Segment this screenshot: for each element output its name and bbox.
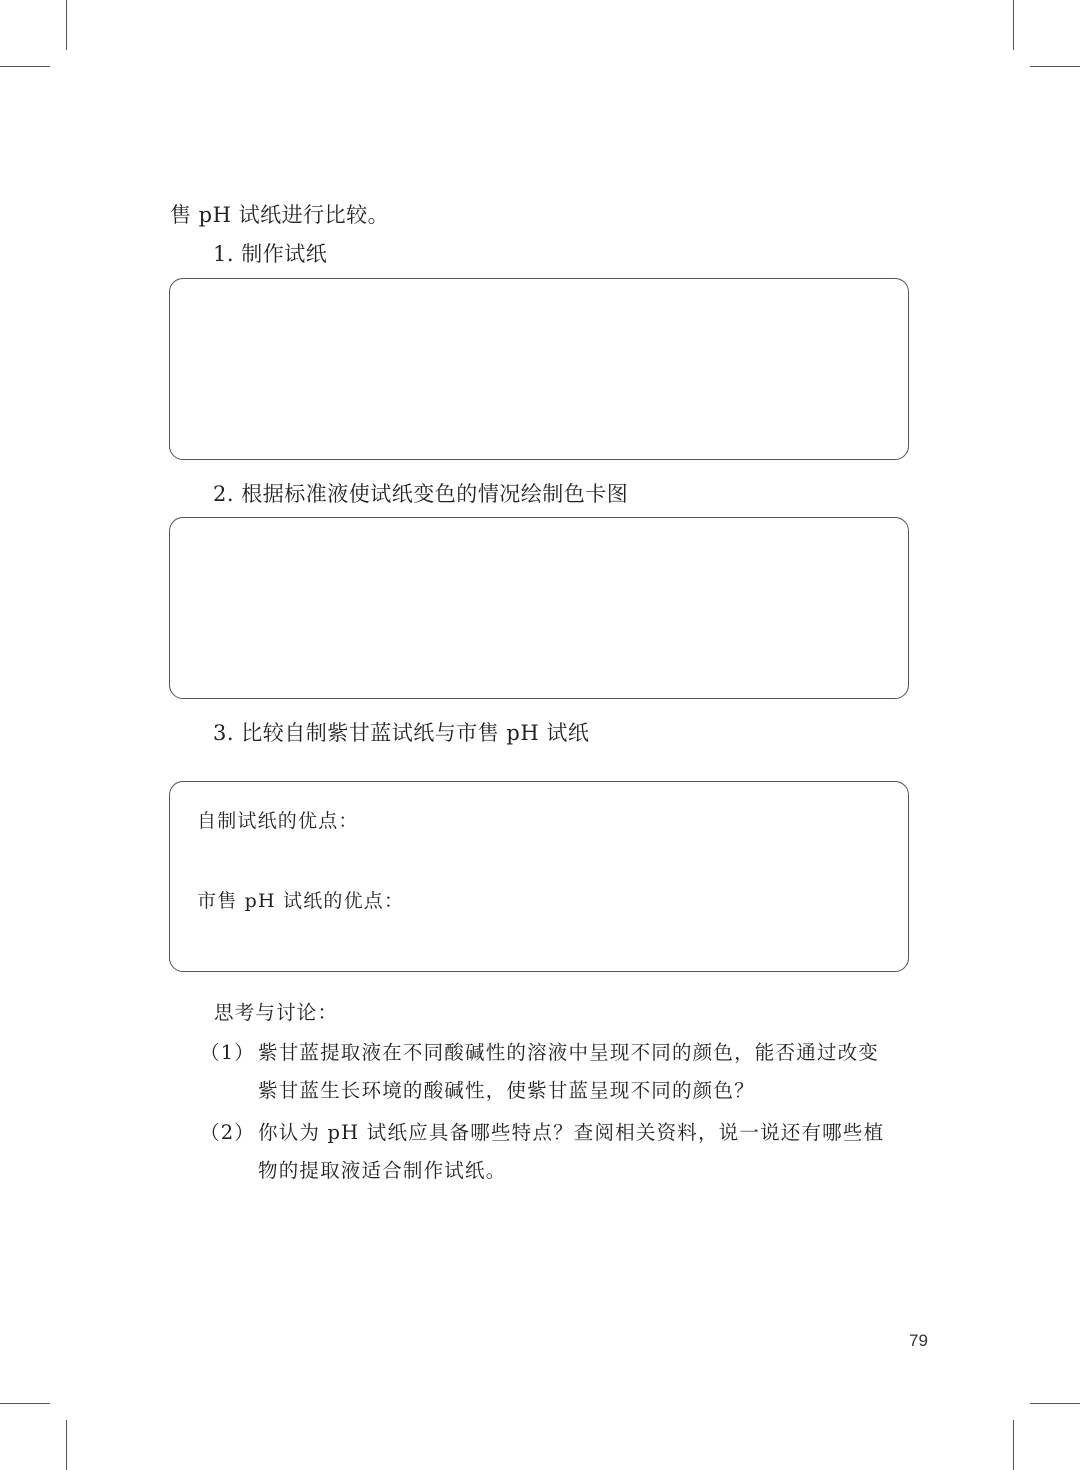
crop-mark-top-left-horizontal xyxy=(0,66,50,67)
crop-mark-bottom-left-horizontal xyxy=(0,1403,50,1404)
question-2-line-1: 你认为 pH 试纸应具备哪些特点？查阅相关资料，说一说还有哪些植 xyxy=(258,1121,885,1144)
section-heading-2: 2. 根据标准液使试纸变色的情况绘制色卡图 xyxy=(213,482,629,506)
crop-mark-top-right-horizontal xyxy=(1030,66,1080,67)
crop-mark-top-right-vertical xyxy=(1013,0,1014,50)
crop-mark-bottom-left-vertical xyxy=(66,1420,67,1470)
section-heading-1: 1. 制作试纸 xyxy=(213,242,328,266)
answer-box-make-test-paper[interactable] xyxy=(169,278,909,460)
question-1-line-1: 紫甘蓝提取液在不同酸碱性的溶液中呈现不同的颜色，能否通过改变 xyxy=(258,1041,880,1064)
intro-line: 售 pH 试纸进行比较。 xyxy=(170,203,390,227)
question-1-line-2: 紫甘蓝生长环境的酸碱性，使紫甘蓝呈现不同的颜色？ xyxy=(258,1079,755,1102)
question-2-number: （2） xyxy=(200,1121,256,1144)
commercial-advantages-label: 市售 pH 试纸的优点： xyxy=(197,890,405,912)
crop-mark-bottom-right-horizontal xyxy=(1030,1403,1080,1404)
self-made-advantages-label: 自制试纸的优点： xyxy=(197,810,359,832)
section-heading-3: 3. 比较自制紫甘蓝试纸与市售 pH 试纸 xyxy=(213,721,590,745)
page-number: 79 xyxy=(909,1331,928,1350)
crop-mark-top-left-vertical xyxy=(66,0,67,50)
discussion-title: 思考与讨论： xyxy=(214,1001,339,1024)
question-2-line-2: 物的提取液适合制作试纸。 xyxy=(258,1159,507,1182)
question-1-number: （1） xyxy=(200,1041,256,1064)
crop-mark-bottom-right-vertical xyxy=(1013,1420,1014,1470)
answer-box-color-chart[interactable] xyxy=(169,517,909,699)
